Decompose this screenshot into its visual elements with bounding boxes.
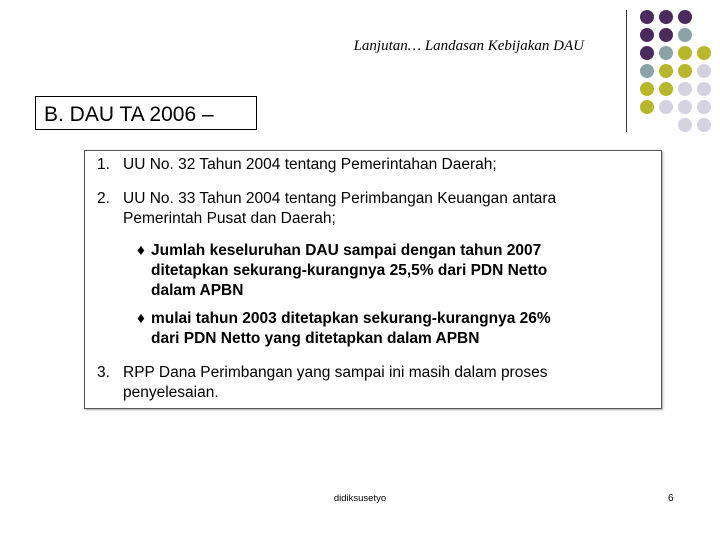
dot (659, 64, 673, 78)
dot (697, 100, 711, 114)
sub-list-text (151, 309, 651, 349)
dot (640, 28, 654, 42)
dot (640, 46, 654, 60)
dot (678, 64, 692, 78)
list-text-line: UU No. 33 Tahun 2004 tentang Perimbangan Keuangan antara (123, 190, 557, 207)
dot (697, 64, 711, 78)
dot (678, 28, 692, 42)
dot (697, 118, 711, 132)
list-number: 1. (97, 156, 110, 173)
list-text (123, 189, 653, 229)
footer-author: didiksusetyo (333, 493, 387, 504)
sub-text-line: Jumlah keseluruhan DAU sampai dengan tahun 2007 (151, 242, 542, 259)
list-number: 2. (97, 190, 110, 207)
diamond-bullet-icon: ♦ (137, 242, 145, 259)
list-text-line: RPP Dana Perimbangan yang sampai ini masih dalam proses (123, 364, 548, 381)
dot (678, 100, 692, 114)
list-text-line: penyelesaian. (123, 384, 219, 401)
dot (659, 82, 673, 96)
sub-text-line: dalam APBN (151, 282, 244, 299)
sub-list-text (151, 241, 651, 301)
dot (659, 28, 673, 42)
list-text: UU No. 32 Tahun 2004 tentang Pemerintahan Daerah; (123, 156, 497, 173)
dot (659, 10, 673, 24)
diamond-bullet-icon: ♦ (137, 310, 145, 327)
dot (678, 82, 692, 96)
sub-text-line: mulai tahun 2003 ditetapkan sekurang-kurangnya 26% (151, 310, 551, 327)
dot (678, 118, 692, 132)
list-number: 3. (97, 364, 110, 381)
dot (697, 46, 711, 60)
sub-text-line: dari PDN Netto yang ditetapkan dalam APBN (151, 330, 480, 347)
dot (678, 46, 692, 60)
dot (640, 82, 654, 96)
list-text (123, 363, 653, 403)
page-number: 6 (668, 493, 674, 504)
dot (659, 100, 673, 114)
slide-title-prefix: Lanjutan… Landasan Kebijakan (353, 38, 554, 54)
dot (640, 64, 654, 78)
section-heading: B. DAU TA 2006 – (35, 96, 257, 130)
dot (640, 10, 654, 24)
sub-text-line: ditetapkan sekurang-kurangnya 25,5% dari PDN Netto (151, 262, 548, 279)
slide-title-emph: DAU (553, 38, 584, 54)
dot (659, 46, 673, 60)
content-box (84, 150, 662, 409)
dot (678, 10, 692, 24)
list-text-line: Pemerintah Pusat dan Daerah; (123, 210, 336, 227)
dot (640, 100, 654, 114)
dot (697, 82, 711, 96)
